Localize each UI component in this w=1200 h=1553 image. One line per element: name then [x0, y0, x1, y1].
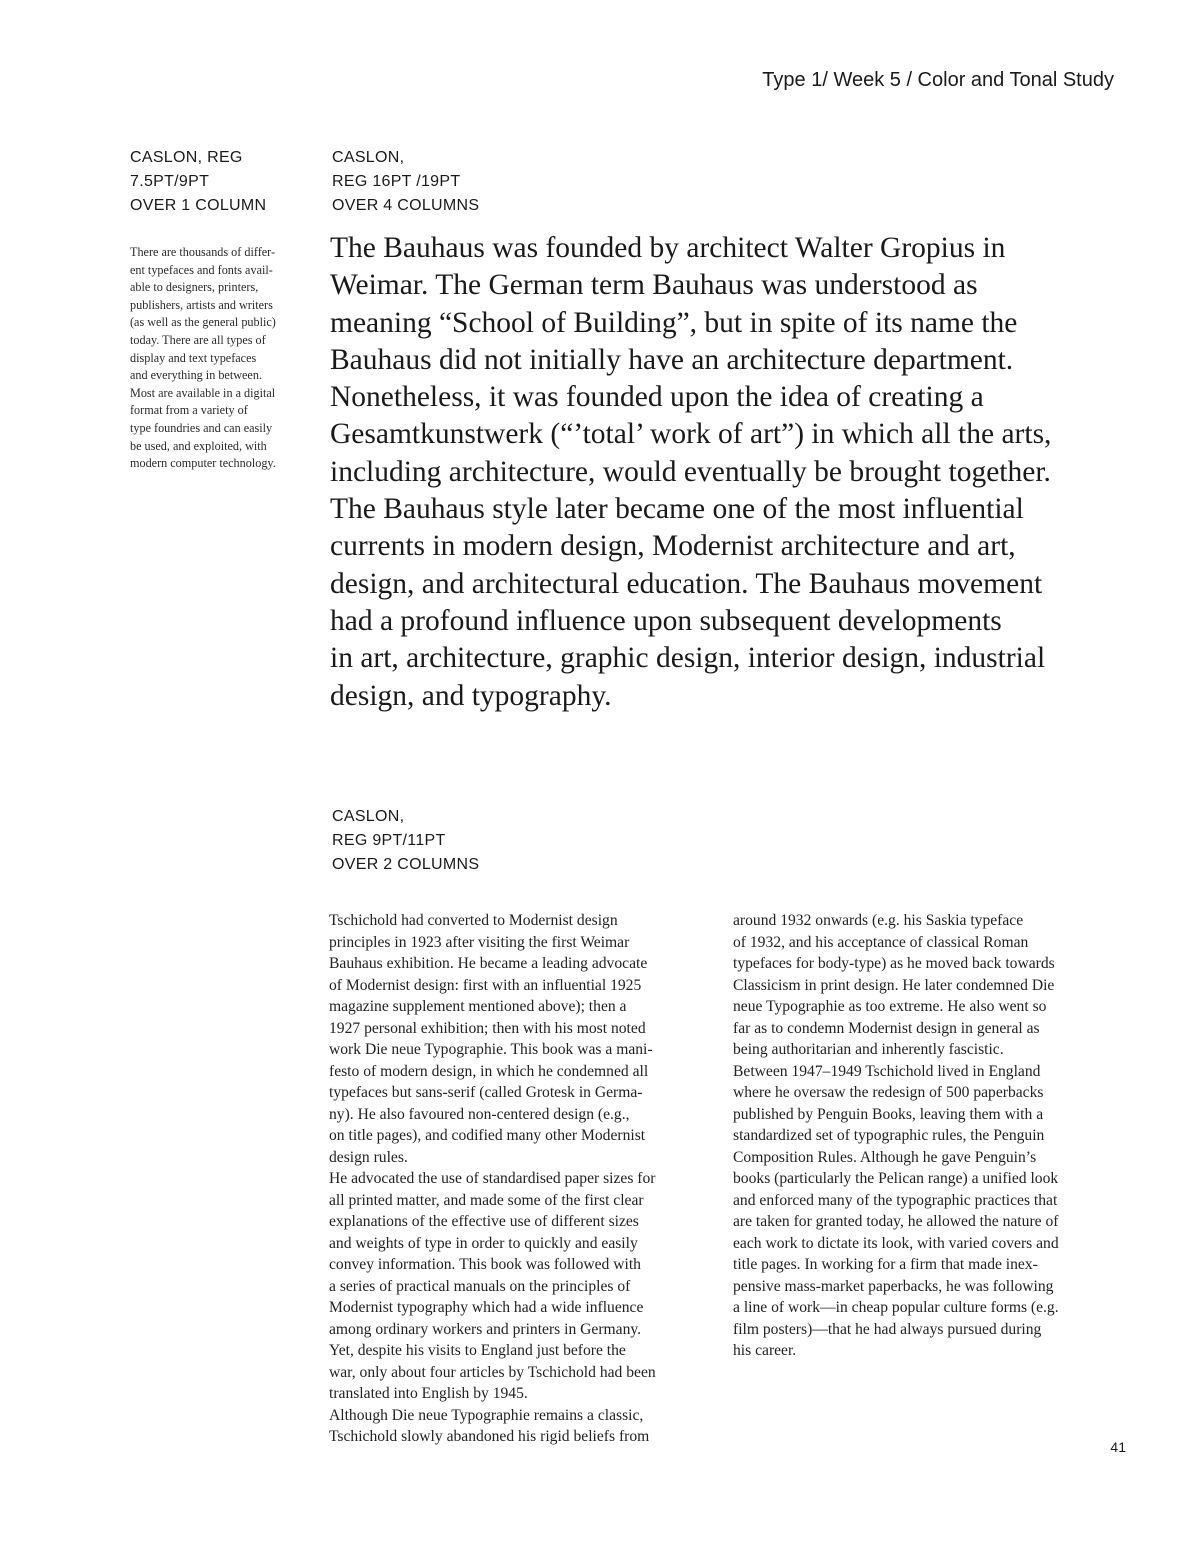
text-line: standardized set of typographic rules, the Penguin [733, 1127, 1045, 1144]
text-line: typefaces for body-type) as he moved back towards [733, 955, 1055, 972]
text-line: his career. [733, 1342, 797, 1359]
text-line: explanations of the effective use of different sizes [329, 1213, 639, 1230]
text-line: Tschichold had converted to Modernist design [329, 912, 618, 929]
lead-paragraph [330, 230, 1110, 715]
text-line: among ordinary workers and printers in Germany. [329, 1320, 642, 1338]
text-line: books (particularly the Pelican range) a unified look [733, 1170, 1059, 1187]
text-line: Modernist typography which had a wide influence [329, 1299, 644, 1316]
text-line: where he oversaw the redesign of 500 paperbacks [733, 1084, 1044, 1101]
text-line: had a profound influence upon subsequent developments [330, 604, 1002, 637]
text-line: convey information. This book was followed with [329, 1256, 641, 1273]
text-line: around 1932 onwards (e.g. his Saskia typeface [733, 912, 1024, 929]
text-line: Classicism in print design. He later condemned Die [733, 976, 1055, 994]
text-line: be used, and exploited, with [130, 438, 267, 453]
running-header: Type 1/ Week 5 / Color and Tonal Study [762, 69, 1114, 91]
text-line: are taken for granted today, he allowed the nature of [733, 1213, 1059, 1230]
text-line: today. There are all types of [130, 332, 266, 347]
text-line: Composition Rules. Although he gave Penguin’s [733, 1148, 1037, 1166]
text-line: format from a variety of [130, 403, 248, 418]
text-line: principles in 1923 after visiting the first Weimar [329, 933, 630, 951]
text-line: There are thousands of differ- [130, 245, 276, 259]
text-line: Nonetheless, it was founded upon the idea of creating a [330, 381, 984, 414]
text-line: 1927 personal exhibition; then with his most noted [329, 1019, 646, 1037]
spec-line: OVER 4 COLUMNS [332, 197, 480, 214]
text-line: able to designers, printers, [130, 280, 259, 295]
text-line: work Die neue Typographie. This book was a mani- [329, 1041, 653, 1058]
text-line: Tschichold slowly abandoned his rigid beliefs from [329, 1428, 650, 1445]
text-line: published by Penguin Books, leaving them with a [733, 1105, 1044, 1123]
text-line: He advocated the use of standardised paper sizes for [329, 1170, 656, 1187]
text-line: meaning “School of Building”, but in spite of its name the [330, 306, 1018, 339]
spec-line: REG 9PT/11PT [332, 832, 446, 849]
text-line: on title pages), and codified many other Modernist [329, 1127, 646, 1144]
text-line: and enforced many of the typographic practices that [733, 1191, 1058, 1209]
text-line: including architecture, would eventually be brought together. [330, 455, 1051, 488]
text-line: Gesamtkunstwerk (“’total’ work of art”) in which all the arts, [330, 418, 1052, 451]
spec-line: CASLON, [332, 808, 405, 825]
text-line: magazine supplement mentioned above); then a [329, 998, 627, 1015]
spec-line: CASLON, REG [130, 149, 243, 166]
text-line: and weights of type in order to quickly and easily [329, 1234, 638, 1252]
spec-line: OVER 2 COLUMNS [332, 856, 480, 873]
spec-line: CASLON, [332, 149, 405, 166]
body-column-right [733, 910, 1118, 1362]
text-line: design rules. [329, 1148, 408, 1166]
text-line: of Modernist design: first with an influential 1925 [329, 976, 642, 994]
text-line: ent typefaces and fonts avail- [130, 262, 273, 277]
text-line: ny). He also favoured non-centered design (e.g., [329, 1105, 630, 1123]
spec-line: REG 16PT /19PT [332, 173, 461, 190]
text-line: publishers, artists and writers [130, 297, 273, 312]
text-line: and everything in between. [130, 368, 262, 383]
text-line: display and text typefaces [130, 350, 257, 365]
text-line: all printed matter, and made some of the first clear [329, 1191, 644, 1209]
text-line: typefaces but sans-serif (called Grotesk in Germa- [329, 1084, 643, 1101]
text-line: Bauhaus did not initially have an architecture department. [330, 343, 1014, 376]
text-line: in art, architecture, graphic design, interior design, industrial [330, 642, 1046, 675]
spec-label-body [332, 805, 479, 877]
body-column-left [329, 910, 714, 1448]
text-line: a series of practical manuals on the principles of [329, 1277, 631, 1295]
text-line: film posters)—that he had always pursued during [733, 1320, 1042, 1338]
text-line: Most are available in a digital [130, 385, 276, 400]
text-line: title pages. In working for a firm that made inex- [733, 1256, 1038, 1273]
text-line: design, and typography. [330, 679, 612, 712]
text-line: war, only about four articles by Tschichold had been [329, 1363, 656, 1381]
text-line: design, and architectural education. The Bauhaus movement [330, 567, 1043, 600]
page-number: 41 [1110, 1439, 1126, 1455]
text-line: Between 1947–1949 Tschichold lived in England [733, 1062, 1041, 1080]
text-line: currents in modern design, Modernist architecture and art, [330, 530, 1016, 563]
text-line: Weimar. The German term Bauhaus was understood as [330, 269, 978, 302]
text-line: far as to condemn Modernist design in general as [733, 1019, 1040, 1037]
text-line: neue Typographie as too extreme. He also went so [733, 998, 1047, 1015]
text-line: of 1932, and his acceptance of classical Roman [733, 933, 1029, 951]
text-line: each work to dictate its look, with varied covers and [733, 1234, 1059, 1252]
sidebar-paragraph [130, 244, 312, 473]
spec-line: 7.5PT/9PT [130, 173, 210, 190]
text-line: modern computer technology. [130, 456, 276, 471]
spec-line: OVER 1 COLUMN [130, 197, 267, 214]
spec-label-sidebar [130, 146, 266, 218]
text-line: translated into English by 1945. [329, 1385, 528, 1402]
text-line: type foundries and can easily [130, 420, 273, 435]
text-line: The Bauhaus style later became one of the most influential [330, 493, 1024, 526]
text-line: festo of modern design, in which he condemned all [329, 1062, 649, 1080]
text-line: being authoritarian and inherently fascistic. [733, 1041, 1004, 1058]
text-line: Yet, despite his visits to England just before the [329, 1342, 626, 1359]
text-line: a line of work—in cheap popular culture forms (e.g. [733, 1299, 1059, 1316]
text-line: (as well as the general public) [130, 315, 276, 330]
text-line: pensive mass-market paperbacks, he was following [733, 1277, 1054, 1295]
text-line: Although Die neue Typographie remains a classic, [329, 1406, 644, 1424]
spec-label-lead [332, 146, 479, 218]
text-line: The Bauhaus was founded by architect Walter Gropius in [330, 232, 1006, 264]
text-line: Bauhaus exhibition. He became a leading advocate [329, 955, 648, 972]
